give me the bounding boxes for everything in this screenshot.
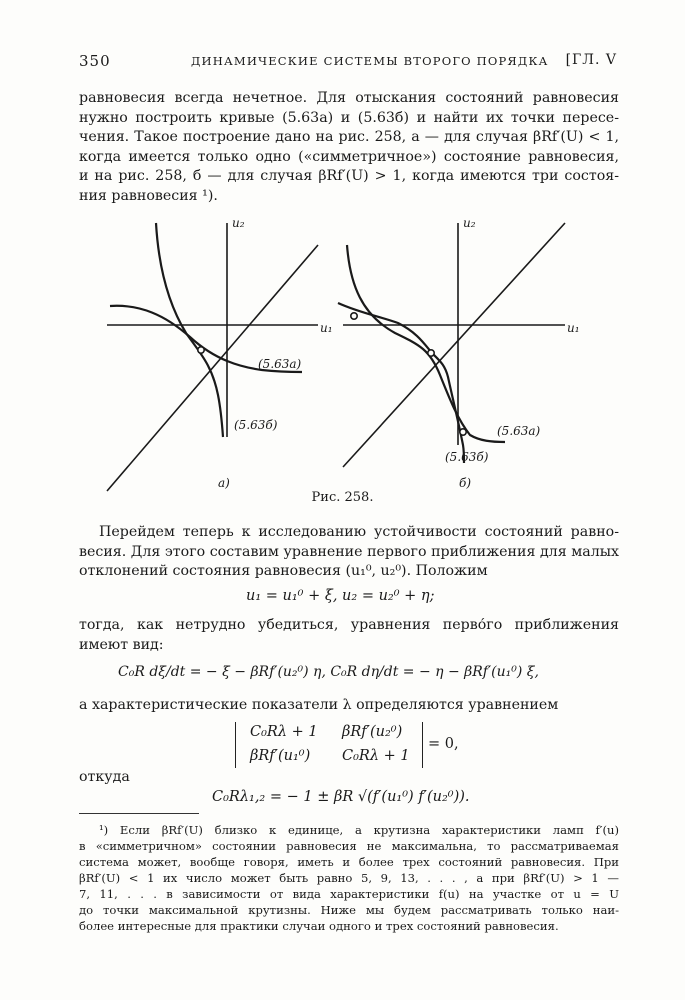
equilibrium-point <box>198 347 204 353</box>
equilibrium-point <box>428 350 434 356</box>
determinant-bar-left <box>235 722 236 768</box>
footnote <box>79 822 619 934</box>
text-line: Перейдем теперь к исследованию устойчивости состояний равно- <box>99 524 619 540</box>
stability-paragraph <box>79 523 619 582</box>
text-line: и на рис. 258, б — для случая βRf′(U) > 1, когда имеются три состоя- <box>79 168 619 185</box>
curve-label-563a-b: (5.63а) <box>497 424 541 438</box>
curve-563a-b <box>347 245 505 442</box>
page-number: 350 <box>79 52 111 70</box>
det-a11: C₀Rλ + 1 <box>250 724 318 740</box>
footnote-line: до точки максимальной крутизны. Ниже мы будем рассматривать только наи- <box>79 903 619 917</box>
text-line: когда имеется только одно («симметричное») состояние равновесия, <box>79 148 619 165</box>
then-paragraph <box>79 616 619 655</box>
footnote-line: более интересные для практики случаи одного и трех состояний равновесия. <box>79 919 559 933</box>
footnote-line: βRf′(U) < 1 их число может быть равно 5, 9, 13, . . . , а при βRf′(U) > 1 — <box>79 871 619 885</box>
footnote-separator <box>79 813 199 814</box>
text-line: ния равновесия ¹). <box>79 187 218 204</box>
curve-label-563b-a: (5.63б) <box>234 418 278 432</box>
text-line: отклонений состояния равновесия (u₁⁰, u₂⁰). Положим <box>79 563 488 580</box>
curve-563b-b <box>338 303 464 463</box>
text-line: равновесия всегда нечетное. Для отыскания состояний равновесия <box>79 90 619 106</box>
panel-label-b: б) <box>459 476 472 490</box>
text-line: а характеристические показатели λ определяются уравнением <box>79 697 559 713</box>
characteristic-paragraph <box>79 696 619 716</box>
panel-label-a: а) <box>218 476 230 490</box>
axis-label-u2-a: u₂ <box>232 216 245 230</box>
footnote-line: 7, 11, . . . в зависимости от вида характеристики f(u) на участке от u = U <box>79 887 619 901</box>
equilibrium-point <box>351 313 357 319</box>
curve-label-563a-a: (5.63а) <box>258 357 302 371</box>
text-line: тогда, как нетрудно убедиться, уравнения перво́го приближения <box>79 617 619 633</box>
equilibrium-point <box>460 429 466 435</box>
det-a21: βRf′(u₁⁰) <box>250 748 311 764</box>
footnote-line: в «симметричном» состоянии равновесия не максимальна, то рассматриваемая <box>79 839 619 853</box>
text-line: имеют вид: <box>79 636 164 653</box>
text-line: откуда <box>79 769 130 785</box>
running-title: ДИНАМИЧЕСКИЕ СИСТЕМЫ ВТОРОГО ПОРЯДКА <box>191 54 549 68</box>
whence-line <box>79 768 619 788</box>
axis-label-u2-b: u₂ <box>463 216 476 230</box>
curve-label-563b-b: (5.63б) <box>445 450 489 464</box>
text-line: чения. Такое построение дано на рис. 258, а — для случая βRf′(U) < 1, <box>79 129 619 146</box>
footnote-line: ¹) Если βRf′(U) близко к единице, а крутизна характеристики ламп f′(u) <box>99 823 619 837</box>
axis-label-u1-a: u₁ <box>320 321 333 335</box>
figure-graphics <box>0 205 685 505</box>
chapter-label: [ГЛ. V <box>565 52 617 68</box>
text-line: нужно построить кривые (5.63а) и (5.63б) и найти их точки пересе- <box>79 109 619 126</box>
text-line: весия. Для этого составим уравнение первого приближения для малых <box>79 543 619 560</box>
axis-label-u1-b: u₁ <box>567 321 580 335</box>
first-approximation-formula: C₀R dξ/dt = − ξ − βRf′(u₂⁰) η, C₀R dη/dt = − η − βRf′(u₁⁰) ξ, <box>118 664 539 680</box>
figure-caption: Рис. 258. <box>311 490 374 505</box>
det-a12: βRf′(u₂⁰) <box>342 724 403 740</box>
footnote-line: система может, вообще говоря, иметь и более трех состояний равновесия. При <box>79 855 619 869</box>
curve-563b-a <box>156 223 223 437</box>
intro-paragraph <box>79 89 619 207</box>
substitution-formula: u₁ = u₁⁰ + ξ, u₂ = u₂⁰ + η; <box>246 588 435 604</box>
page-header <box>79 52 617 74</box>
figure-258 <box>0 205 685 505</box>
determinant-bar-right <box>422 722 423 768</box>
root-formula: C₀Rλ₁,₂ = − 1 ± βR √(f′(u₁⁰) f′(u₂⁰)). <box>212 789 470 805</box>
det-a22: C₀Rλ + 1 <box>342 748 410 764</box>
det-rhs: = 0, <box>428 736 459 752</box>
